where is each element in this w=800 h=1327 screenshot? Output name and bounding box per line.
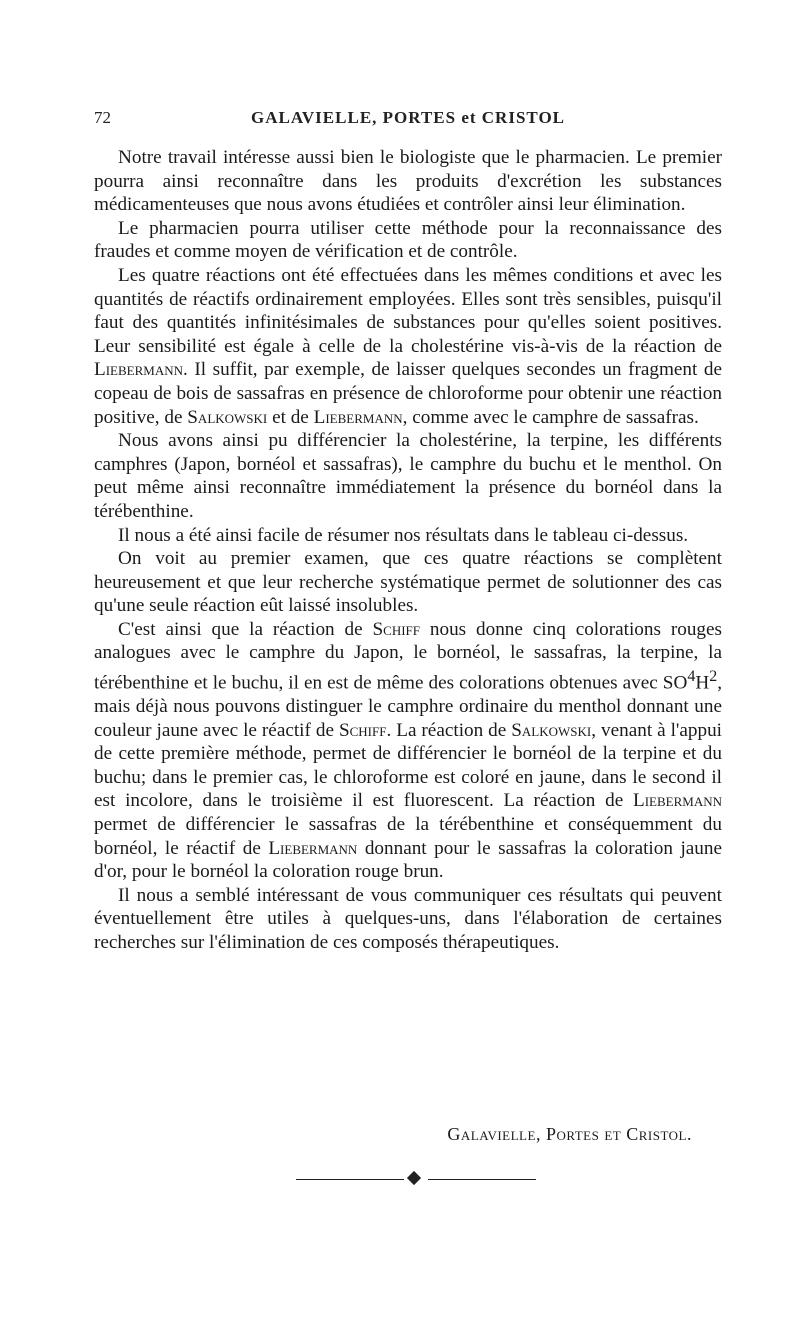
running-head (94, 108, 722, 134)
text-run: Les quatre réactions ont été effectuées dans les mêmes conditions et avec les quantités de réactifs ordinairement employées. Elles sont très sensibles, puisqu'il faut des quantités infinitésimales de substances pour qu'elles soient positives. Leur sensibilité est égale à celle de la cholestérine vis-à-vis de la réaction de (94, 264, 722, 357)
text-run: donnant pour le sassafras la coloration jaune d'or, pour le bornéol la coloration rouge brun. (94, 837, 722, 883)
text-run: et de (267, 406, 314, 428)
superscript: 4 (687, 668, 696, 686)
paragraph-7 (94, 618, 722, 884)
text-run: C'est ainsi que la réaction de (118, 618, 373, 640)
body-text (94, 146, 722, 955)
author-name-liebermann: Liebermann (633, 790, 722, 812)
author-name-salkowski: Salkowski (511, 719, 592, 741)
page-number: 72 (94, 108, 111, 127)
ornament-rule-left (296, 1179, 404, 1180)
paragraph-2: Le pharmacien pourra utiliser cette méthode pour la reconnaissance des fraudes et comme moyen de vérification et de contrôle. (94, 217, 722, 263)
author-name-schiff: Schiff (372, 618, 421, 640)
superscript: 2 (709, 668, 718, 686)
end-ornament (296, 1170, 536, 1190)
running-head-title: GALAVIELLE, PORTES et CRISTOL (250, 108, 565, 127)
paragraph-5: Il nous a été ainsi facile de résumer nos résultats dans le tableau ci-dessus. (118, 524, 689, 546)
text-run: . La réaction de (386, 719, 512, 741)
author-name-schiff: Schiff (338, 719, 387, 741)
paragraph-6: On voit au premier examen, que ces quatre réactions se complètent heureusement et que leur recherche systématique permet de solutionner des cas qu'une seule réaction eût laissé insolubles. (94, 548, 722, 617)
text-run: , comme avec le camphre de sassafras. (402, 406, 699, 428)
ornament-rule-right (428, 1179, 536, 1180)
author-name-liebermann: Liebermann (268, 837, 358, 859)
diamond-icon (407, 1171, 421, 1185)
author-name-liebermann: Liebermann (313, 406, 403, 428)
text-run: . Il suffit, par exemple, de laisser quelques secondes un fragment de copeau de bois de sassafras en présence de chloroforme pour obtenir une réaction positive, de (94, 359, 722, 428)
paragraph-4: Nous avons ainsi pu différencier la cholestérine, la terpine, les différents camphres (Japon, bornéol et sassafras), le camphre du buchu et le menthol. On peut même ainsi reconnaître immédiatement la présence du bornéol dans la térébenthine. (94, 430, 722, 522)
text-run: nous donne cinq colorations rouges analogues avec le camphre du Japon, le bornéol, le sassafras, la terpine, la térébenthine et le buchu, il en est de même des colorations obtenues avec SO (94, 618, 722, 694)
text-run: , mais déjà nous pouvons distinguer le camphre ordinaire du menthol donnant une couleur jaune avec le réactif de (94, 672, 722, 741)
text-run: permet de différencier le sassafras de la térébenthine et conséquemment du bornéol, le réactif de (94, 814, 722, 859)
text-run: , venant à l'appui de cette première méthode, permet de différencier le bornéol de la terpine et du buchu; dans le premier cas, le chloroforme est coloré en jaune, dans le second il est incolore, dans le troisième il est fluorescent. La réaction de (94, 719, 723, 812)
signature: Galavielle, Portes et Cristol. (447, 1124, 692, 1144)
paragraph-8: Il nous a semblé intéressant de vous communiquer ces résultats qui peuvent éventuellement être utiles à quelques-uns, dans l'élaboration de certaines recherches sur l'élimination de ces composés thérapeutiques. (94, 884, 722, 953)
paragraph-1: Notre travail intéresse aussi bien le biologiste que le pharmacien. Le premier pourra ainsi reconnaître dans les produits d'excrétion les substances médicamenteuses que nous avons étudiées et contrôler ainsi leur élimination. (94, 147, 722, 216)
author-name-salkowski: Salkowski (187, 406, 268, 428)
author-name-liebermann: Liebermann (94, 359, 183, 381)
paragraph-3 (94, 264, 722, 429)
text-run: H (695, 672, 710, 694)
